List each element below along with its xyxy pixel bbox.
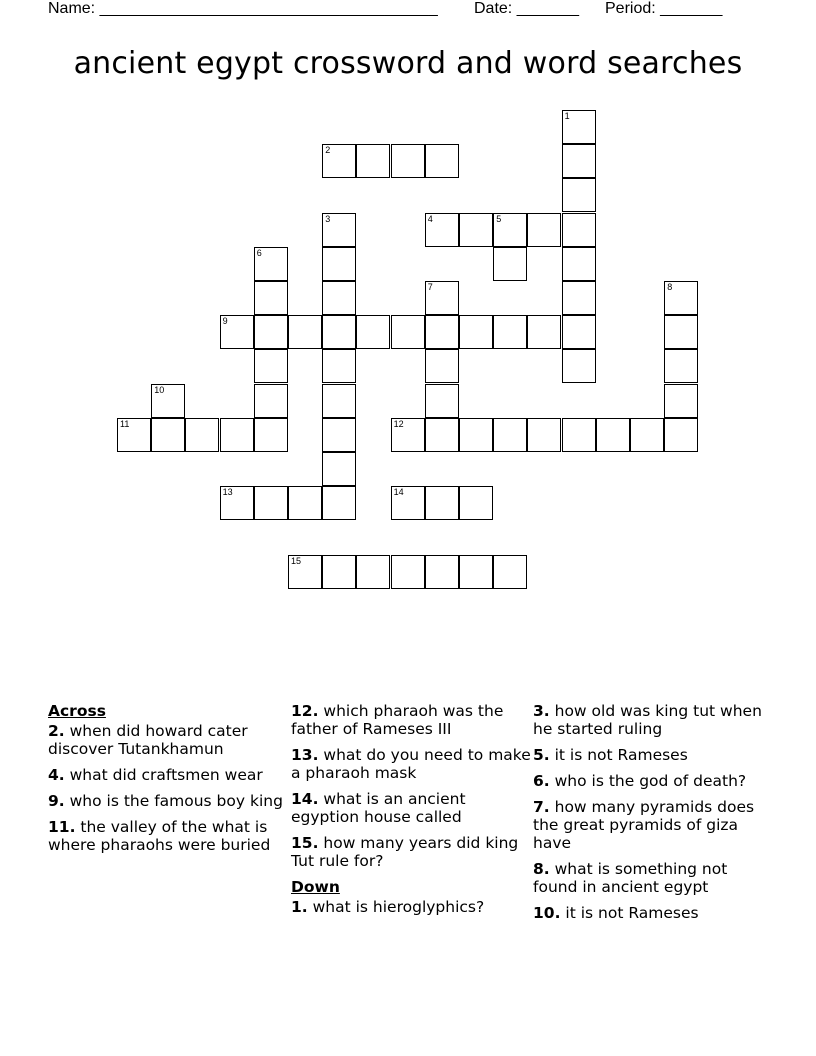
clue-text: what do you need to make a pharaoh mask xyxy=(291,746,531,782)
crossword-cell[interactable] xyxy=(391,555,425,589)
clue-column-3 xyxy=(533,702,773,930)
crossword-cell[interactable] xyxy=(391,144,425,178)
clue-down-6 xyxy=(533,772,773,790)
crossword-cell[interactable] xyxy=(425,281,459,315)
clue-number: 13. xyxy=(291,746,319,764)
crossword-cell[interactable] xyxy=(322,144,356,178)
clue-text: it is not Rameses xyxy=(549,746,688,764)
clue-text: what did craftsmen wear xyxy=(64,766,263,784)
clue-down-8 xyxy=(533,860,773,896)
cell-number: 15 xyxy=(291,555,302,566)
cell-number: 3 xyxy=(325,213,331,224)
cell-number: 9 xyxy=(222,316,228,327)
crossword-cell[interactable] xyxy=(220,418,254,452)
crossword-cell[interactable] xyxy=(322,384,356,418)
period-field-label: Period: _______ xyxy=(605,0,723,17)
crossword-cell[interactable] xyxy=(254,281,288,315)
clue-text: what is something not found in ancient egypt xyxy=(533,860,728,896)
clue-across-12 xyxy=(291,702,531,738)
crossword-cell[interactable] xyxy=(459,418,493,452)
cell-number: 5 xyxy=(496,213,502,224)
crossword-cell[interactable] xyxy=(493,418,527,452)
crossword-cell[interactable] xyxy=(664,418,698,452)
clue-column-1 xyxy=(48,702,288,862)
crossword-cell[interactable] xyxy=(425,213,459,247)
crossword-cell[interactable] xyxy=(459,486,493,520)
crossword-cell[interactable] xyxy=(288,486,322,520)
cell-number: 8 xyxy=(667,282,673,292)
clue-text: the valley of the what is where pharaohs were buried xyxy=(48,818,271,854)
crossword-cell[interactable] xyxy=(493,247,527,281)
crossword-cell[interactable] xyxy=(322,555,356,589)
crossword-cell[interactable] xyxy=(425,349,459,383)
cell-number: 10 xyxy=(154,384,165,395)
crossword-cell[interactable] xyxy=(254,349,288,383)
crossword-cell[interactable] xyxy=(664,315,698,349)
crossword-cell[interactable] xyxy=(562,281,596,315)
clue-across-4 xyxy=(48,766,288,784)
crossword-cell[interactable] xyxy=(459,555,493,589)
crossword-cell[interactable] xyxy=(425,555,459,589)
crossword-cell[interactable] xyxy=(254,247,288,281)
crossword-cell[interactable] xyxy=(664,384,698,418)
crossword-cell[interactable] xyxy=(322,247,356,281)
clue-down-3 xyxy=(533,702,773,738)
clue-number: 3. xyxy=(533,702,550,720)
cell-number: 1 xyxy=(564,111,570,121)
crossword-cell[interactable] xyxy=(459,213,493,247)
crossword-cell[interactable] xyxy=(288,555,322,589)
crossword-cell[interactable] xyxy=(254,315,288,349)
crossword-cell[interactable] xyxy=(425,144,459,178)
clue-number: 10. xyxy=(533,904,561,922)
crossword-cell[interactable] xyxy=(493,315,527,349)
clue-number: 8. xyxy=(533,860,550,878)
clue-text: how many years did king Tut rule for? xyxy=(291,834,519,870)
crossword-cell[interactable] xyxy=(254,486,288,520)
crossword-cell[interactable] xyxy=(459,315,493,349)
crossword-cell[interactable] xyxy=(391,315,425,349)
clue-text: how many pyramids does the great pyramids of giza have xyxy=(533,798,755,852)
crossword-cell[interactable] xyxy=(562,178,596,212)
clue-across-15 xyxy=(291,834,531,870)
clue-number: 4. xyxy=(48,766,65,784)
clue-number: 12. xyxy=(291,702,319,720)
cell-number: 12 xyxy=(393,418,404,429)
crossword-cell[interactable] xyxy=(493,555,527,589)
crossword-cell[interactable] xyxy=(527,418,561,452)
name-field-label: Name: ______________________________________ xyxy=(48,0,438,17)
crossword-cell[interactable] xyxy=(288,315,322,349)
crossword-cell[interactable] xyxy=(151,418,185,452)
crossword-cell[interactable] xyxy=(322,315,356,349)
crossword-cell[interactable] xyxy=(527,213,561,247)
crossword-cell[interactable] xyxy=(254,418,288,452)
crossword-cell[interactable] xyxy=(527,315,561,349)
clue-text: who is the god of death? xyxy=(549,772,747,790)
clue-across-13 xyxy=(291,746,531,782)
crossword-cell[interactable] xyxy=(562,144,596,178)
crossword-cell[interactable] xyxy=(425,315,459,349)
cell-number: 14 xyxy=(393,487,404,498)
crossword-cell[interactable] xyxy=(322,486,356,520)
clue-text: when did howard cater discover Tutankhamun xyxy=(48,722,248,758)
clue-across-9 xyxy=(48,792,288,810)
clue-down-10 xyxy=(533,904,773,922)
cell-number: 4 xyxy=(427,213,433,224)
date-field-label: Date: _______ xyxy=(474,0,579,17)
cell-number: 7 xyxy=(427,282,433,292)
crossword-cell[interactable] xyxy=(493,213,527,247)
crossword-cell[interactable] xyxy=(425,486,459,520)
clue-across-2 xyxy=(48,722,288,758)
clue-number: 5. xyxy=(533,746,550,764)
down-heading: Down xyxy=(291,878,340,896)
crossword-cell[interactable] xyxy=(322,452,356,486)
crossword-cell[interactable] xyxy=(356,315,390,349)
clue-down-1 xyxy=(291,898,531,916)
crossword-cell[interactable] xyxy=(151,384,185,418)
clue-number: 6. xyxy=(533,772,550,790)
crossword-cell[interactable] xyxy=(391,486,425,520)
clue-down-5 xyxy=(533,746,773,764)
clue-number: 2. xyxy=(48,722,65,740)
clue-number: 11. xyxy=(48,818,76,836)
page-title: ancient egypt crossword and word searches xyxy=(73,46,743,81)
crossword-cell[interactable] xyxy=(562,110,596,144)
clue-text: how old was king tut when he started ruling xyxy=(533,702,762,738)
crossword-cell[interactable] xyxy=(322,281,356,315)
cell-number: 13 xyxy=(222,487,233,498)
clue-across-11 xyxy=(48,818,288,854)
crossword-cell[interactable] xyxy=(117,418,151,452)
clue-text: it is not Rameses xyxy=(560,904,699,922)
crossword-cell[interactable] xyxy=(562,315,596,349)
crossword-cell[interactable] xyxy=(322,418,356,452)
clue-text: what is hieroglyphics? xyxy=(307,898,485,916)
crossword-cell[interactable] xyxy=(391,418,425,452)
crossword-cell[interactable] xyxy=(425,418,459,452)
cell-number: 2 xyxy=(325,145,331,156)
clue-across-14 xyxy=(291,790,531,826)
clue-text: which pharaoh was the father of Rameses III xyxy=(291,702,504,738)
crossword-cell[interactable] xyxy=(322,213,356,247)
crossword-cell[interactable] xyxy=(664,281,698,315)
clue-number: 14. xyxy=(291,790,319,808)
clue-number: 1. xyxy=(291,898,308,916)
crossword-cell[interactable] xyxy=(562,349,596,383)
clue-number: 15. xyxy=(291,834,319,852)
crossword-cell[interactable] xyxy=(322,349,356,383)
clue-down-7 xyxy=(533,798,773,852)
clue-number: 9. xyxy=(48,792,65,810)
crossword-cell[interactable] xyxy=(630,418,664,452)
clue-text: what is an ancient egyption house called xyxy=(291,790,466,826)
crossword-cell[interactable] xyxy=(664,349,698,383)
crossword-cell[interactable] xyxy=(562,418,596,452)
crossword-cell[interactable] xyxy=(425,384,459,418)
clue-column-2 xyxy=(291,702,531,924)
crossword-cell[interactable] xyxy=(356,144,390,178)
cell-number: 6 xyxy=(256,247,262,258)
crossword-cell[interactable] xyxy=(562,247,596,281)
crossword-cell[interactable] xyxy=(185,418,219,452)
cell-number: 11 xyxy=(120,418,130,429)
clue-number: 7. xyxy=(533,798,550,816)
crossword-cell[interactable] xyxy=(356,555,390,589)
crossword-cell[interactable] xyxy=(220,315,254,349)
crossword-cell[interactable] xyxy=(562,213,596,247)
clue-text: who is the famous boy king xyxy=(64,792,283,810)
across-heading: Across xyxy=(48,702,106,720)
crossword-cell[interactable] xyxy=(596,418,630,452)
crossword-cell[interactable] xyxy=(220,486,254,520)
crossword-cell[interactable] xyxy=(254,384,288,418)
